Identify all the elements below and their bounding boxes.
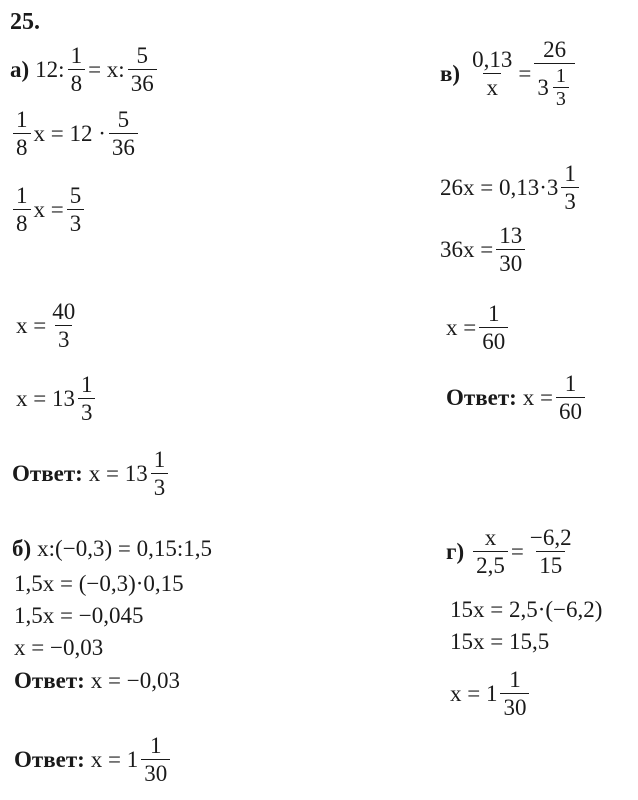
part-g-answer [14, 734, 173, 785]
part-b-l1: x:(−0,3) = 0,15:1,5 [37, 536, 212, 561]
part-b-line-1 [12, 537, 212, 560]
part-a-line-4 [16, 300, 81, 351]
fraction: 1 3 [561, 162, 579, 213]
fraction: $\frac{0,13}{x}$ [472, 47, 513, 100]
part-b-line-2: 1,5x = (−0,3)·0,15 [14, 571, 184, 596]
fraction: 1 8 [13, 108, 31, 159]
part-b-line-3: 1,5x = −0,045 [14, 603, 144, 628]
answer-label: Ответ: [446, 385, 517, 410]
fraction: 1 30 [500, 668, 529, 719]
fraction: 1 3 [553, 66, 569, 109]
fraction: $\frac{1}{60}$ [479, 302, 508, 353]
part-a-l1-pre: 12: [35, 57, 65, 82]
part-b-line-4: x = −0,03 [14, 635, 104, 660]
fraction: 5 36 [128, 44, 157, 95]
part-v-line-3 [440, 224, 528, 275]
equals-sign: = [510, 539, 524, 564]
part-a-line-5 [16, 373, 98, 424]
fraction: 1 8 [13, 184, 31, 235]
part-v-line-4 [446, 302, 511, 353]
part-a-answer [12, 448, 171, 499]
part-g-line-4 [450, 668, 532, 719]
fraction: $\frac{x}{2,5}$ [473, 526, 508, 577]
part-a-answer-pre: x = 13 [88, 461, 148, 486]
part-a-line-1 [10, 44, 160, 95]
part-a-l2-mid: x = 12 · [33, 121, 106, 146]
problem-number: 25. [10, 9, 40, 35]
fraction: $\frac{13}{30}$ [496, 224, 525, 275]
fraction: $\frac{40}{3}$ [52, 299, 76, 352]
fraction: 1 30 [141, 734, 170, 785]
part-v-line-2 [440, 162, 582, 213]
part-g-line-3: 15x = 15,5 [450, 629, 550, 654]
part-a-label: а) [10, 57, 30, 82]
part-a-line-2 [10, 108, 141, 159]
part-b-label: б) [12, 536, 32, 561]
fraction: 1 3 [78, 373, 96, 424]
part-a-line-3 [10, 184, 87, 235]
fraction: $\frac{1}{8}$ [68, 44, 86, 95]
part-b-answer-value: x = −0,03 [90, 668, 180, 693]
part-g-label: г) [446, 539, 465, 564]
answer-label: Ответ: [14, 668, 85, 693]
part-g-line-1 [446, 526, 578, 577]
answer-label: Ответ: [14, 747, 85, 772]
part-v-l3-pre: 36x = [440, 237, 494, 262]
complex-fraction: 26 3 1 3 [534, 38, 575, 109]
part-v-answer [446, 372, 588, 423]
part-v-line-1 [440, 38, 578, 109]
part-a-l1-mid: = x: [88, 57, 125, 82]
part-a-l4-pre: x = [16, 313, 47, 338]
part-v-l2-pre: 26x = 0,13·3 [440, 175, 559, 200]
part-a-l3-mid: x = [33, 197, 64, 222]
fraction: $\frac{1}{60}$ [556, 372, 585, 423]
fraction: $\frac{-6,2}{15}$ [529, 525, 572, 578]
fraction: 5 36 [109, 108, 138, 159]
part-g-line-2: 15x = 2,5·(−6,2) [450, 597, 603, 622]
part-a-l5-pre: x = 13 [16, 386, 75, 411]
fraction: 1 3 [151, 448, 169, 499]
part-g-l4-pre: x = 1 [450, 681, 498, 706]
equals-sign: = [518, 61, 532, 86]
answer-label: Ответ: [12, 461, 83, 486]
part-v-l4-pre: x = [446, 315, 477, 340]
part-b-answer [14, 669, 180, 692]
mixed-number: 3 1 3 [534, 63, 575, 109]
part-g-answer-pre: x = 1 [90, 747, 139, 772]
part-v-label: в) [440, 61, 461, 86]
part-v-answer-pre: x = [522, 385, 554, 410]
fraction: $\frac{5}{3}$ [67, 184, 85, 235]
